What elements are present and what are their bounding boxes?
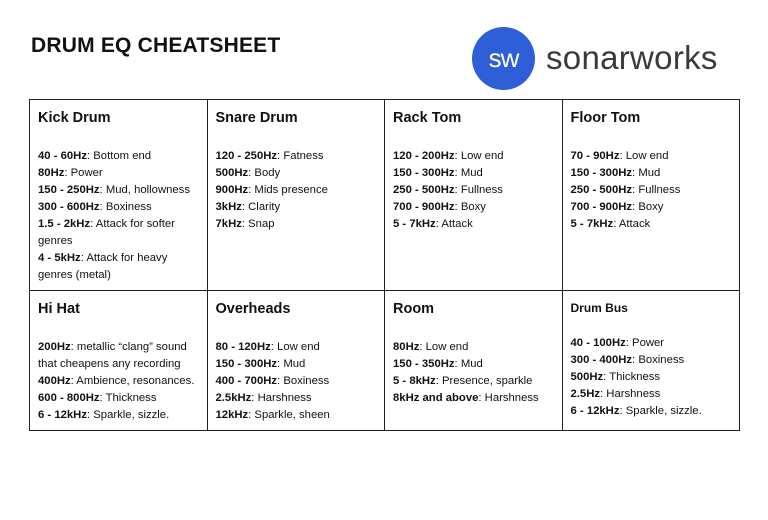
frequency-description: : Attack: [435, 218, 473, 230]
frequency-range: 6 - 12kHz: [570, 405, 620, 417]
frequency-description: : Attack: [613, 218, 651, 230]
frequency-description: : Sparkle, sizzle.: [86, 409, 170, 421]
frequency-range: 700 - 900Hz: [393, 201, 455, 213]
frequency-range: 500Hz: [215, 167, 249, 179]
frequency-description: : Ambience, resonances.: [70, 375, 195, 387]
table-row: [30, 291, 740, 431]
logo-text: sonarworks: [546, 39, 718, 76]
frequency-description: : Boxiness: [99, 201, 152, 213]
frequency-range: 150 - 250Hz: [38, 184, 100, 196]
frequency-range: 5 - 7kHz: [570, 218, 614, 230]
eq-line: [393, 356, 556, 373]
frequency-range: 12kHz: [215, 409, 249, 421]
frequency-description: : Mud: [454, 167, 483, 179]
frequency-description: : Boxiness: [632, 354, 685, 366]
frequency-range: 250 - 500Hz: [393, 184, 455, 196]
frequency-description: : Low end: [419, 341, 469, 353]
frequency-description: : Power: [64, 167, 103, 179]
frequency-description: : Low end: [270, 341, 320, 353]
frequency-description: : Boxiness: [277, 375, 330, 387]
cell-kick-drum: [30, 100, 208, 291]
cell-hi-hat: [30, 291, 208, 431]
frequency-description: : Thickness: [99, 392, 157, 404]
eq-line: [216, 199, 379, 216]
frequency-description: : Attack for softer genres: [38, 218, 175, 247]
cell-title: Room: [393, 301, 435, 317]
frequency-range: 500Hz: [570, 371, 604, 383]
frequency-range: 400Hz: [38, 375, 71, 387]
frequency-range: 200Hz: [38, 341, 71, 353]
eq-line: [216, 165, 379, 182]
frequency-range: 2.5kHz: [215, 392, 252, 404]
eq-line: [216, 356, 379, 373]
cell-title: Rack Tom: [393, 110, 462, 126]
eq-line: [393, 373, 556, 390]
frequency-description: : Power: [625, 337, 665, 349]
frequency-range: 4 - 5kHz: [38, 252, 81, 264]
frequency-description: : Fullness: [632, 184, 681, 196]
eq-line: [38, 390, 201, 407]
cell-title: Overheads: [215, 301, 291, 317]
cell-title: Hi Hat: [38, 301, 80, 317]
frequency-range: 80Hz: [38, 167, 65, 179]
frequency-range: 80Hz: [393, 341, 420, 353]
cell-floor-tom: [562, 100, 740, 291]
eq-line: [216, 148, 379, 165]
frequency-range: 70 - 90Hz: [570, 150, 620, 162]
frequency-range: 2.5Hz: [570, 388, 601, 400]
frequency-description: : Boxy: [632, 201, 664, 213]
frequency-description: : Fatness: [277, 150, 324, 162]
eq-line: [38, 148, 201, 165]
eq-line: [571, 216, 734, 233]
eq-line: [216, 182, 379, 199]
eq-line: [571, 369, 734, 386]
frequency-description: : Attack for heavy genres (metal): [38, 252, 168, 281]
frequency-range: 7kHz: [215, 218, 242, 230]
frequency-range: 40 - 60Hz: [38, 150, 87, 162]
frequency-description: : Presence, sparkle: [435, 375, 533, 387]
frequency-description: : Boxy: [454, 201, 486, 213]
frequency-range: 120 - 200Hz: [393, 150, 455, 162]
cell-title: Drum Bus: [570, 301, 628, 315]
cell-title: Kick Drum: [38, 110, 111, 126]
frequency-description: : Body: [248, 167, 281, 179]
frequency-description: : Harshness: [251, 392, 312, 404]
frequency-range: 1.5 - 2kHz: [38, 218, 91, 230]
cell-room: [385, 291, 563, 431]
frequency-description: : Low end: [619, 150, 669, 162]
eq-line: [571, 182, 734, 199]
eq-line: [393, 148, 556, 165]
eq-line: [393, 390, 556, 407]
frequency-description: : Thickness: [603, 371, 661, 383]
frequency-description: : metallic “clang” sound that cheapens any recording: [38, 341, 187, 370]
frequency-description: : Mud: [277, 358, 306, 370]
eq-line: [38, 339, 201, 373]
frequency-range: 150 - 300Hz: [215, 358, 278, 370]
eq-line: [38, 165, 201, 182]
frequency-range: 150 - 300Hz: [393, 167, 455, 179]
frequency-range: 120 - 250Hz: [215, 150, 278, 162]
frequency-description: : Mud: [454, 358, 483, 370]
frequency-range: 400 - 700Hz: [215, 375, 278, 387]
frequency-description: : Snap: [241, 218, 275, 230]
frequency-range: 6 - 12kHz: [38, 409, 87, 421]
sonarworks-logo: [472, 27, 718, 89]
eq-line: [38, 373, 201, 390]
frequency-description: : Mids presence: [248, 184, 328, 196]
page-title: DRUM EQ CHEATSHEET: [31, 34, 281, 57]
eq-line: [38, 407, 201, 424]
frequency-range: 5 - 7kHz: [393, 218, 436, 230]
eq-line: [393, 165, 556, 182]
eq-line: [38, 250, 201, 284]
frequency-range: 150 - 350Hz: [393, 358, 455, 370]
frequency-range: 250 - 500Hz: [570, 184, 633, 196]
eq-line: [38, 199, 201, 216]
eq-line: [571, 386, 734, 403]
frequency-description: : Harshness: [478, 392, 539, 404]
frequency-description: : Clarity: [241, 201, 281, 213]
eq-line: [216, 216, 379, 233]
eq-line: [216, 390, 379, 407]
frequency-description: : Sparkle, sheen: [248, 409, 330, 421]
eq-line: [216, 407, 379, 424]
frequency-range: 80 - 120Hz: [215, 341, 271, 353]
eq-line: [216, 373, 379, 390]
frequency-range: 40 - 100Hz: [570, 337, 626, 349]
eq-line: [393, 182, 556, 199]
frequency-description: : Harshness: [600, 388, 661, 400]
eq-line: [38, 216, 201, 250]
frequency-range: 300 - 600Hz: [38, 201, 100, 213]
frequency-range: 700 - 900Hz: [570, 201, 633, 213]
frequency-range: 900Hz: [215, 184, 249, 196]
eq-line: [571, 352, 734, 369]
frequency-range: 3kHz: [215, 201, 242, 213]
eq-line: [571, 403, 734, 420]
eq-line: [393, 339, 556, 356]
frequency-range: 5 - 8kHz: [393, 375, 436, 387]
frequency-range: 300 - 400Hz: [570, 354, 633, 366]
frequency-description: : Bottom end: [86, 150, 152, 162]
frequency-description: : Fullness: [454, 184, 503, 196]
cell-drum-bus: [562, 291, 740, 431]
frequency-range: 600 - 800Hz: [38, 392, 100, 404]
eq-line: [571, 165, 734, 182]
frequency-range: 8kHz and above: [393, 392, 479, 404]
eq-line: [571, 199, 734, 216]
eq-line: [216, 339, 379, 356]
frequency-description: : Low end: [454, 150, 504, 162]
table-row: [30, 100, 740, 291]
frequency-range: 150 - 300Hz: [570, 167, 633, 179]
eq-line: [393, 216, 556, 233]
frequency-description: : Mud, hollowness: [99, 184, 190, 196]
cell-title: Snare Drum: [215, 110, 298, 126]
cell-rack-tom: [385, 100, 563, 291]
frequency-description: : Mud: [632, 167, 661, 179]
cell-title: Floor Tom: [570, 110, 641, 126]
eq-line: [571, 148, 734, 165]
eq-line: [571, 335, 734, 352]
eq-line: [393, 199, 556, 216]
eq-cheatsheet-table: [29, 99, 740, 431]
eq-line: [38, 182, 201, 199]
frequency-description: : Sparkle, sizzle.: [619, 405, 702, 417]
cell-snare-drum: [207, 100, 385, 291]
cell-overheads: [207, 291, 385, 431]
logo-mark-icon: sw: [472, 27, 535, 90]
